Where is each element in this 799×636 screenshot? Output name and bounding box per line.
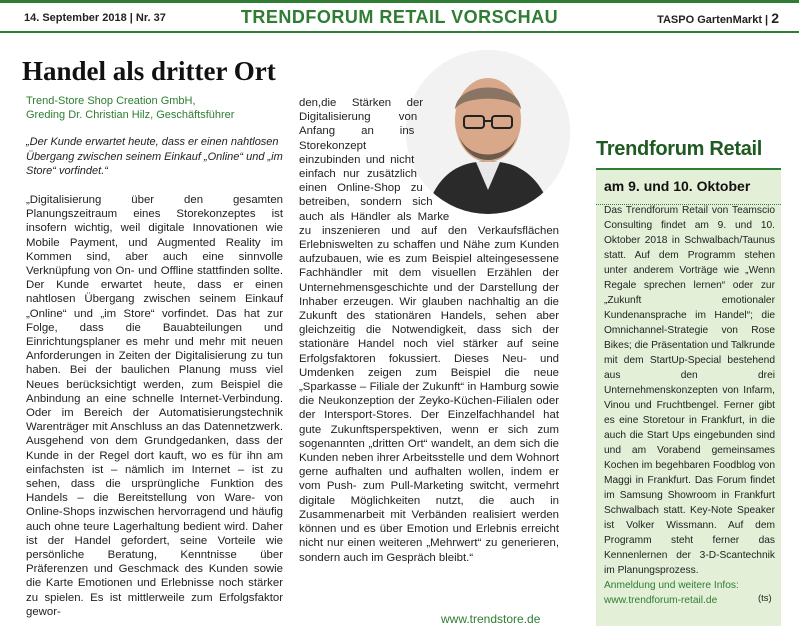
page-header bbox=[0, 3, 799, 31]
issue-date: 14. September 2018 | Nr. 37 bbox=[24, 12, 166, 24]
sidebar-title: Trendforum Retail bbox=[596, 138, 763, 160]
article-byline bbox=[26, 94, 291, 122]
sidebar-info-label: Anmeldung und weitere Infos: bbox=[604, 580, 739, 591]
byline-company: Trend-Store Shop Creation GmbH, bbox=[26, 95, 196, 107]
article-body-column-2 bbox=[299, 96, 559, 565]
article-website-link[interactable]: www.trendstore.de bbox=[441, 612, 541, 626]
sidebar-body bbox=[604, 203, 775, 608]
pull-quote: „Der Kunde erwartet heute, dass er einen nahtlosen Übergang zwischen seinem Einkauf „Online“ und „im Store“ vorfindet.“ bbox=[26, 136, 283, 177]
page-number: 2 bbox=[771, 10, 779, 26]
article-body-column-1: „Digitalisierung über den gesamten Planungszeitraum eines Storekonzeptes ist insofern wichtig, weil digitale Innovationen wie Mobile Payment, und Augmented Reality im Kommen sind, aber auch eine sinnvolle Verknüpfung von On- und Offline stattfinden sollte. Der Kunde erwartet heute, dass er einen nahtlosen Übergang zwischen seinem Einkauf „Online“ und „im Store“ vorfindet. Das hat zur Folge, dass die Bauabteilungen und Einrichtungsplaner es mehr und mehr mit neuen Anforderungen in Zeiten der Digitalisierung zu tun haben. Bei der baulichen Planung muss viel Neues berücksichtigt werden, zum Beispiel die Anbindung an eine schnelle Internet-Verbindung. Oder im Bereich der Automatisierungstechnik Warenträger mit Anschluss an das Datennetzwerk. Ausgehend von dem Grundgedanken, dass der Kunde in der Regel dort kauft, wo es für ihn am einfachsten ist – nämlich im Internet – ist zu sehen, dass die ursprüngliche Funktion des Handels – die Bereitstellung von Ware- von Online-Shops inzwischen hervorragend und häufig auch ohne teure Lagerhaltung bedient wird. Daher ist der Handel gefordert, seine Vorteile wie persönliche Beratung, Kenntnisse über Präferenzen und Geschmack des Kunden sowie die Karte Emotionen und Erlebnisse noch stärker zu spielen. Es ist mittlerweile zum Erfolgsfaktor gewor- bbox=[26, 194, 283, 618]
sidebar-info-link[interactable]: www.trendforum-retail.de bbox=[604, 595, 718, 606]
header-rule bbox=[0, 31, 799, 33]
section-title: TRENDFORUM RETAIL VORSCHAU bbox=[240, 7, 559, 27]
article-headline: Handel als dritter Ort bbox=[22, 56, 276, 86]
article-body-column-2-text: den,die Stärken der Digitalisierung von Anfang an ins Storekonzept einzubinden und nicht einfach nur zusätzlich einen Online-Shop zu betreiben, sondern sich auch als Händler als Marke zu inszenieren und auf den Verkaufsflächen Erlebniswelten zu schaffen und Nähe zum Kunden aufzubauen, wie es zum Beispiel alteingesessene Fachhändler mit dem visuellen Erzählen der Unternehmensgeschichte und der Darstellung der Inhaber erzeugen. Wir glauben nachhaltig an die Zukunft des stationären Handels, sehen aber gleichzeitig die Notwendigkeit, dass sich der stationäre Handel noch viel stärker auf seine Erfolgsfaktoren fokussiert. Dieses Neu- und Umdenken zeigen zum Beispiel die neue „Sparkasse – Filiale der Zukunft“ in Hamburg sowie die Neukonzeption der Zeyko-Küchen-Filialen oder der Intersport-Stores. Der Einzelfachhandel hat gute Zukunftsperspektiven, wenn er sich zum sogenannten „dritten Ort“ wandelt, an dem sich die Kunden neben ihrer Arbeitsstelle und dem Wohnort gerne aufhalten und aufhalten wollen, indem er vom Push- zum Pull-Marketing switcht, vermehrt digitale Möglichkeiten nutzt, die auch in Zusammenarbeit mit Verbänden realisiert werden können und es über Emotion und Erlebnis erreicht nicht nur einen weiteren „Mehrwert“ zu generieren, sondern auch im Gespräch bleibt.“ bbox=[299, 97, 559, 564]
sidebar-subtitle: am 9. und 10. Oktober bbox=[604, 178, 751, 194]
sidebar-signature: (ts) bbox=[758, 593, 772, 604]
publication-name: TASPO GartenMarkt | bbox=[657, 14, 769, 26]
publication-info bbox=[657, 10, 779, 26]
sidebar-text: Das Trendforum Retail von Teamscio Consulting findet am 9. und 10. Oktober 2018 in Schwalbach/Taunus statt. Auf dem Programm stehen unter anderem Vorträge wie „Wenn Regale sprechen lernen“ oder zur „Zukunft emotionaler Kundenansprache im Handel“; die Omnichannel-Strategie von Rose Bikes; die Präsentation und Talkrunde mit dem StartUp-Special bestehend aus den drei Unternehmenskonzepten von Infarm, Vinou und Fruchtbengel. Ferner gibt es eine Storetour in Frankfurt, in die auch die Start Ups eingebunden sind und am Vorabend gemeinsames Kochen im begehbaren Foodblog von Maggi in Frankfurt. Das Forum findet im Samsung Showroom in Frankfurt Schwalbach statt. Key-Note Speaker ist Volker Wissmann. Auf dem Programm steht ferner das Kennenlernen der 3-D-Scantechnik im Planungsprozess. bbox=[604, 205, 775, 576]
byline-person: Greding Dr. Christian Hilz, Geschäftsführer bbox=[26, 109, 235, 121]
